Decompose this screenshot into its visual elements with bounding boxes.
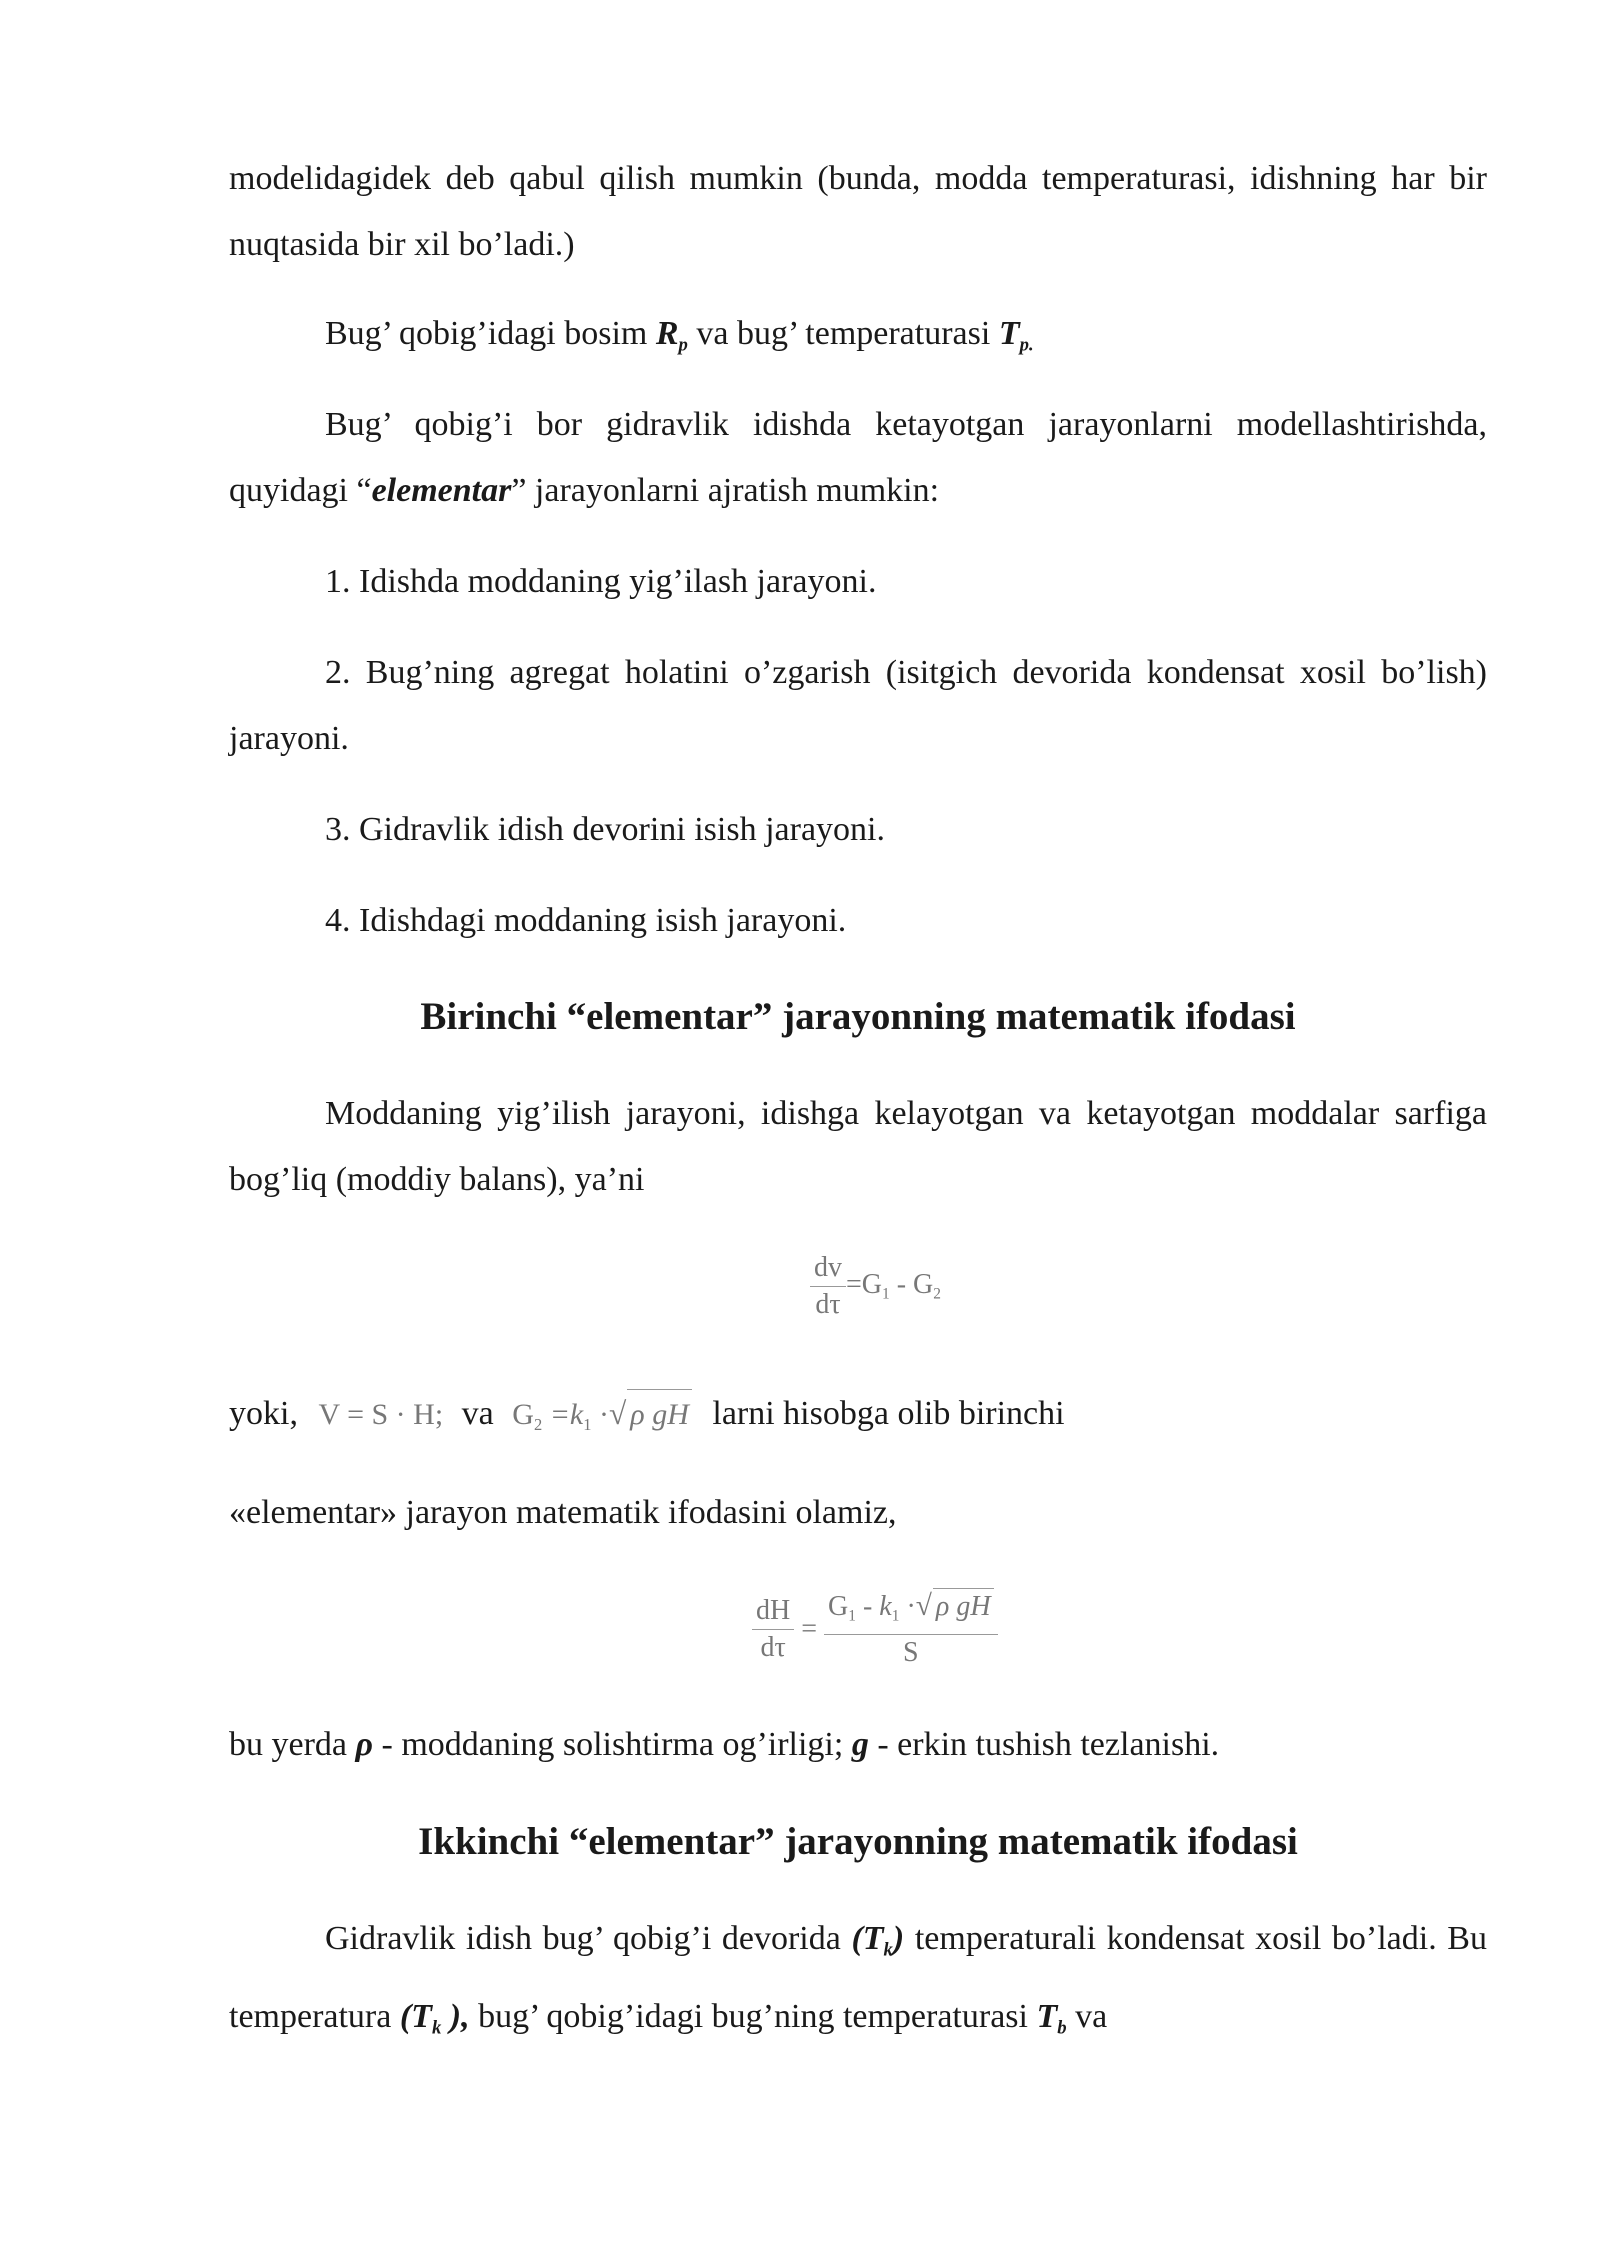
formula-mass-balance: $\frac{dv}{d\tau}$ $=G_1 - G_2$ <box>810 1250 941 1323</box>
paragraph-obtain-expression: «elementar» jarayon matematik ifodasini olamiz, <box>229 1494 897 1531</box>
list-item-4: 4. Idishdagi moddaning isish jarayoni. <box>325 902 847 939</box>
paragraph-condensate: Gidravlik idish bug’ qobig’i devorida $(T_k)$ temperaturali kondensat xosil bo’ladi. Bu temperatura ($T_k$ ), bug’ qobig’idagi bug’ning temperaturasi $T_b$ va <box>229 1920 1487 2039</box>
formula-rhs-fraction: $\frac{G_1 - k_1 \cdot√ \rho gH}{S}$ <box>824 1588 998 1671</box>
list-item-1: 1. Idishda moddaning yig’ilash jarayoni. <box>325 563 877 600</box>
paragraph-where: bu yerda ρ - moddaning solishtirma og’irligi; g - erkin tushish tezlanishi. <box>229 1726 1220 1763</box>
formula-lhs-fraction: $\frac{dH}{d\tau}$ <box>752 1593 794 1666</box>
formula-fraction: $\frac{dv}{d\tau}$ <box>810 1250 846 1323</box>
heading-second-elementary: Ikkinchi “elementar” jarayonning matematik ifodasi <box>418 1820 1298 1863</box>
paragraph-accumulation: Moddaning yig’ilish jarayoni, idishga kelayotgan va ketayotgan moddalar sarfiga bog’liq (moddiy balans), ya’ni <box>229 1095 1487 1198</box>
heading-first-elementary: Birinchi “elementar” jarayonning matematik ifodasi <box>420 995 1296 1038</box>
formula-outflow: $G_2 =k_1$ ·√ ρ gH <box>512 1398 692 1431</box>
formula-volume: V = S · H; <box>318 1398 444 1431</box>
list-item-3: 3. Gidravlik idish devorini isish jarayoni. <box>325 811 885 848</box>
list-item-2: 2. Bug’ning agregat holatini o’zgarish (isitgich devorida kondensat xosil bo’lish) jarayoni. <box>229 654 1487 757</box>
paragraph-substitution: yoki, V = S · H; va $G_2 =k_1$ ·√ ρ gH larni hisobga olib birinchi <box>229 1389 1487 1450</box>
paragraph-elementary-processes: Bug’ qobig’i bor gidravlik idishda ketayotgan jarayonlarni modellashtirishda, quyidagi “elementar” jarayonlarni ajratish mumkin: <box>229 406 1487 509</box>
formula-level-dynamics: $\frac{dH}{d\tau}$ = $\frac{G_1 - k_1 \cdot√ \rho gH}{S}$ <box>752 1588 998 1671</box>
paragraph-steam-pressure: Bug’ qobig’idagi bosim $R_p$ va bug’ temperaturasi $T_{p.}$ <box>325 315 1034 356</box>
paragraph-model-continuation: modelidagidek deb qabul qilish mumkin (bunda, modda temperaturasi, idishning har bir nuqtasida bir xil bo’ladi.) <box>229 160 1487 263</box>
